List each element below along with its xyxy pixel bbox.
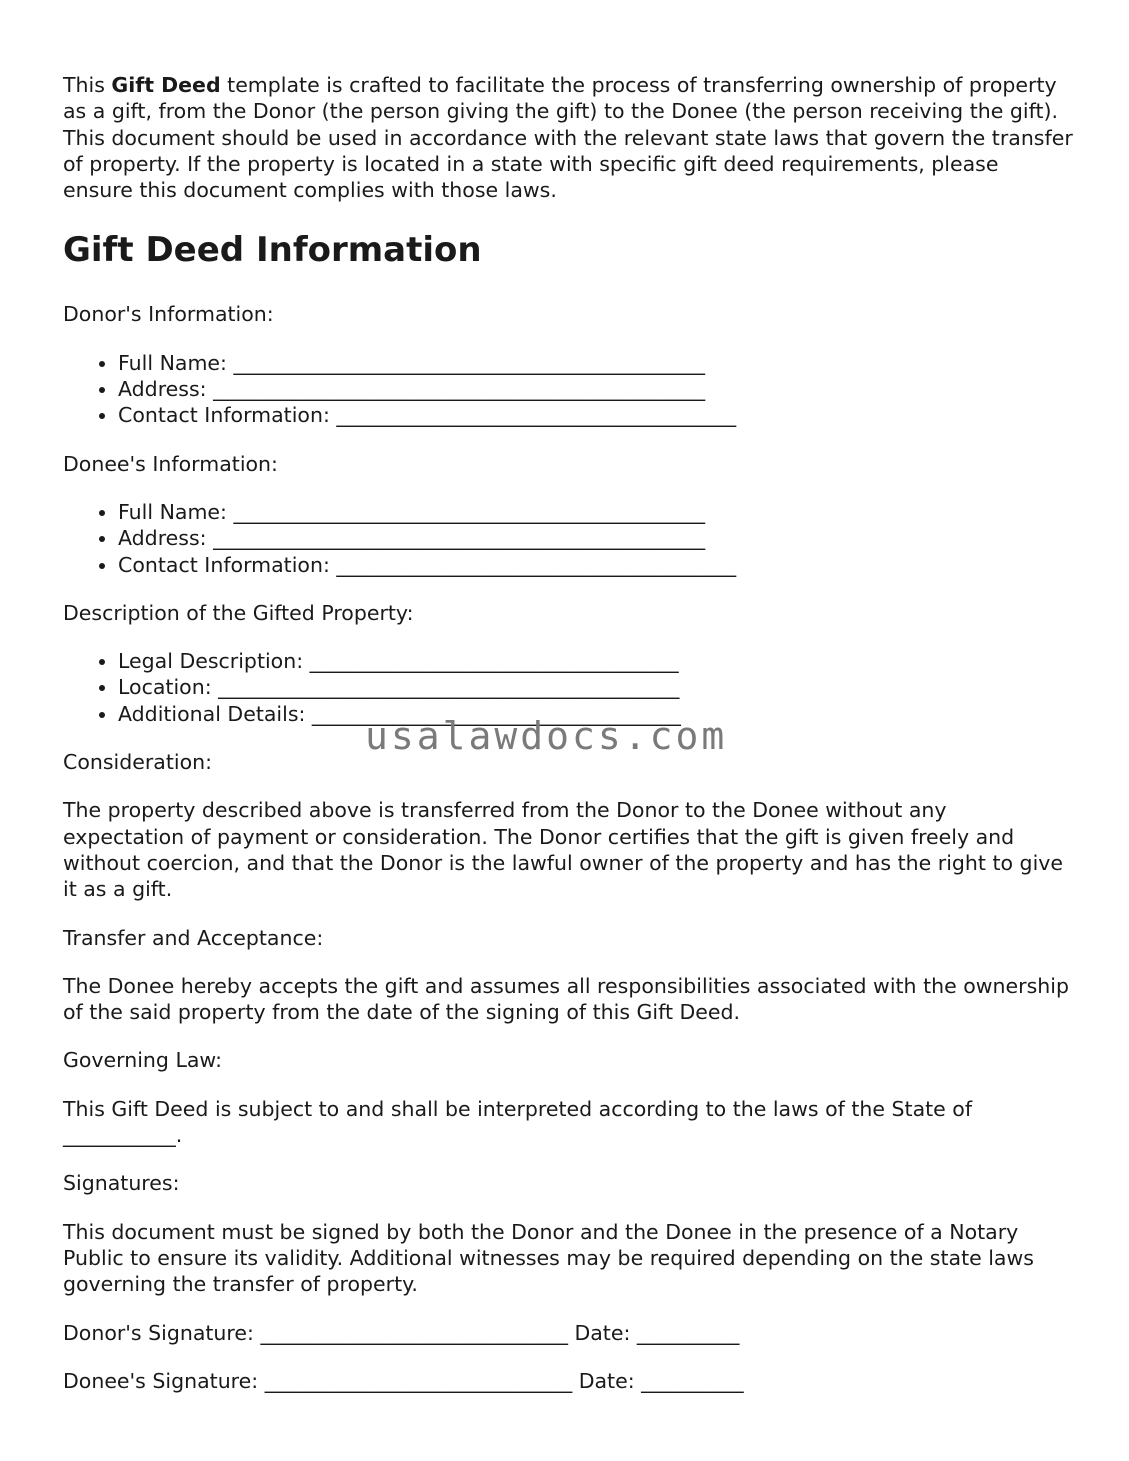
transfer-text: The Donee hereby accepts the gift and assumes all responsibilities associated with the ownership of the said property from the date of the signing of this Gift Deed.: [63, 973, 1069, 1025]
transfer-label: Transfer and Acceptance:: [63, 925, 324, 950]
signatures-label: Signatures:: [63, 1171, 180, 1196]
donee-info-list: [63, 499, 1073, 578]
signatures-text: This document must be signed by both the Donor and the Donee in the presence of a Notary Public to ensure its validity. Additional witnesses may be required depending on the state laws governing the transfer of property.: [63, 1219, 1034, 1297]
intro-lead: This: [63, 73, 112, 97]
watermark: usalawdocs.com: [365, 714, 728, 758]
donee-contact-field: • Contact Information: _______________________________________: [118, 552, 1073, 578]
property-legal-description-field: • Legal Description: ____________________________________: [118, 648, 1073, 674]
donee-signature-line: Donee's Signature: ______________________________ Date: __________: [63, 1368, 744, 1393]
donor-signature-line: Donor's Signature: ______________________________ Date: __________: [63, 1320, 740, 1345]
donor-address-field: • Address: ________________________________________________: [118, 376, 1073, 402]
property-location-field: • Location: _____________________________________________: [118, 674, 1073, 700]
donor-full-name-field: • Full Name: ______________________________________________: [118, 350, 1073, 376]
governing-law-label: Governing Law:: [63, 1048, 222, 1073]
consideration-label: Consideration:: [63, 750, 213, 775]
property-additional-details-field: • Additional Details: ____________________________________: [118, 701, 1073, 727]
property-label: Description of the Gifted Property:: [63, 600, 414, 625]
intro-paragraph: [63, 72, 1073, 203]
donee-info-label: Donee's Information:: [63, 451, 278, 476]
donee-address-field: • Address: ________________________________________________: [118, 525, 1073, 551]
donor-info-label: Donor's Information:: [63, 302, 274, 327]
donor-contact-field: • Contact Information: _______________________________________: [118, 402, 1073, 428]
governing-law-text: This Gift Deed is subject to and shall be interpreted according to the laws of the State of ___________.: [63, 1096, 973, 1148]
page-title: Gift Deed Information: [63, 230, 482, 271]
intro-bold-title: Gift Deed: [111, 73, 221, 97]
consideration-text: The property described above is transferred from the Donor to the Donee without any expectation of payment or consideration. The Donor certifies that the gift is given freely and without coercion, and that the Donor is the lawful owner of the property and has the right to give it as a gift.: [63, 798, 1064, 902]
intro-rest: template is crafted to facilitate the process of transferring ownership of property as a gift, from the Donor (the person giving the gift) to the Donee (the person receiving the gift). This document should be used in accordance with the relevant state laws that govern the transfer of property. If the property is located in a state with specific gift deed requirements, please ensure this document complies with those laws.: [63, 73, 1073, 203]
donor-info-list: [63, 350, 1073, 429]
donee-full-name-field: • Full Name: ______________________________________________: [118, 499, 1073, 525]
